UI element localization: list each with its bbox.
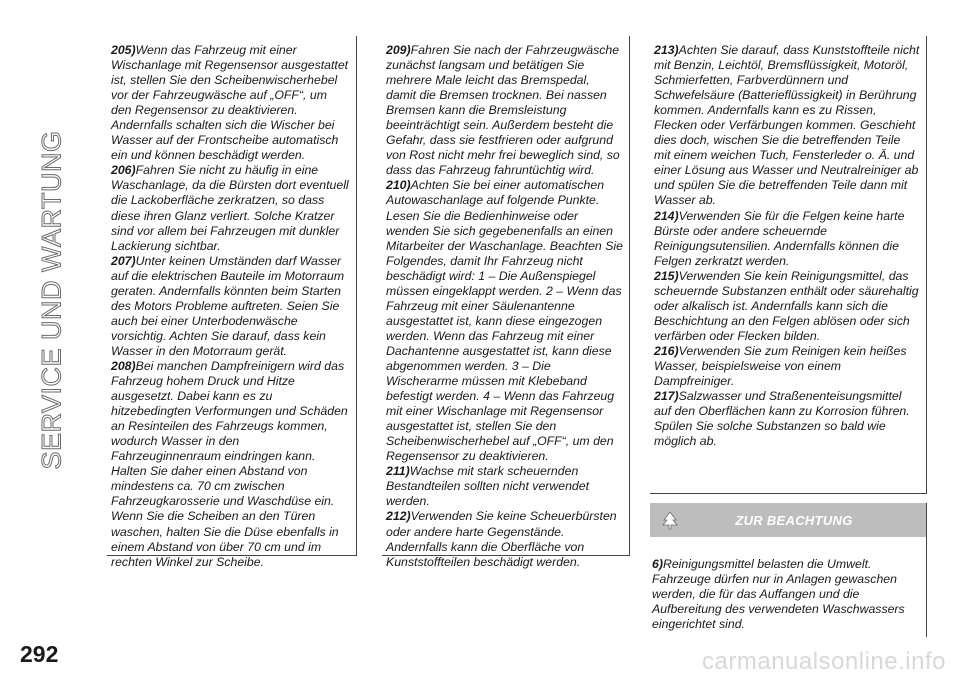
note-210 [386,178,623,464]
note-206 [111,163,350,253]
note-number: 206) [111,163,136,178]
note-number: 213) [654,43,679,57]
note-205 [111,43,350,163]
note-text: Wachse mit stark scheuernden Bestandteilen sollten nicht verwendet werden. [386,464,590,509]
notice-header [650,503,926,537]
note-number: 209) [386,43,411,57]
note-number: 207) [111,253,136,268]
text-column-1 [107,36,357,569]
environment-notice-box [650,503,927,637]
note-number: 215) [654,268,679,283]
text-column-2 [382,36,630,569]
note-213 [654,43,920,209]
note-text: Verwenden Sie keine Scheuerbürsten oder andere harte Gegenstände. Andernfalls kann die Oberfläche von Kunststoffteilen beschädigt werden. [386,509,617,569]
note-208 [111,359,350,570]
note-text: Verwenden Sie zum Reinigen kein heißes Wasser, beispielsweise von einem Dampfreiniger. [654,343,907,389]
note-number: 217) [654,389,679,404]
note-text: Wenn das Fahrzeug mit einer Wischanlage mit Regensensor ausgestattet ist, stellen Sie den Scheibenwischerhebel vor der Fahrzeugwäsche auf „OFF“, um den Regensensor zu deaktivieren. Andernfalls schalten sich die Wischer bei Wasser auf der Frontscheibe automatisch ein und können beschädigt werden. [111,43,349,163]
notice-body [650,537,926,632]
note-216 [654,344,920,389]
note-214 [654,209,920,269]
note-text: Achten Sie darauf, dass Kunststoffteile nicht mit Benzin, Leichtöl, Bremsflüssigkeit, Motoröl, Schmierfetten, Farbverdünnern und Schwefelsäure (Batterieflüssigkeit) in Berührung kommen. Andernfalls kann es zu Rissen, Flecken oder Verfärbungen kommen. Geschieht dies doch, wischen Sie die betreffenden Teile mit einem weichen Tuch, Fensterleder o. Ä. und einer Lösung aus Wasser und Neutralreiniger ab und spülen Sie die betreffenden Teile dann mit Wasser ab. [654,43,920,208]
note-number: 208) [111,358,136,373]
note-text: Unter keinen Umständen darf Wasser auf die elektrischen Bauteile im Motorraum geraten. Andernfalls könnten beim Starten des Motors Probleme auftreten. Seien Sie auch bei einer Unterbodenwäsche vorsichtig. Achten Sie darauf, dass kein Wasser in den Motorraum gerät. [111,253,345,358]
note-211 [386,464,623,509]
note-215 [654,269,920,344]
note-number: 212) [386,509,411,524]
note-number: 205) [111,43,136,57]
notice-text: Reinigungsmittel belasten die Umwelt. Fahrzeuge dürfen nur in Anlagen gewaschen werden, die für das Auffangen und die Aufbereitung des verwendeten Waschwassers eingerichtet sind. [652,557,905,632]
note-number: 211) [386,464,410,479]
notice-title: ZUR BEACHTUNG [735,512,853,528]
section-title-text: SERVICE UND WARTUNG [36,130,67,470]
notice-number: 6) [652,557,663,571]
page-number: 292 [20,641,59,667]
text-column-3 [650,36,927,494]
note-text: Fahren Sie nicht zu häufig in eine Waschanlage, da die Bürsten dort eventuell die Lackoberfläche zerkratzen, so dass diese ihren Glanz verliert. Solche Kratzer sind vor allem bei Fahrzeugen mit dunkler Lackierung sichtbar. [111,163,349,253]
note-212 [386,509,623,569]
watermark: carmanualsonline.info [702,648,946,675]
note-number: 216) [654,343,679,358]
note-text: Verwenden Sie kein Reinigungsmittel, das scheuernde Substanzen enthält oder säurehaltig oder alkalisch ist. Andernfalls kann sich die Beschichtung an den Felgen ablösen oder sich verfärben oder Flecken bilden. [654,268,919,343]
note-text: Verwenden Sie für die Felgen keine harte Bürste oder andere scheuernde Reinigungsutensilien. Andernfalls können die Felgen zerkratzt werden. [654,208,905,268]
tree-icon [662,512,678,530]
note-text: Achten Sie bei einer automatischen Autowaschanlage auf folgende Punkte. Lesen Sie die Bedienhinweise oder wenden Sie sich gegebenenfalls an einen Mitarbeiter der Waschanlage. Beachten Sie Folgendes, damit Ihr Fahrzeug nicht beschädigt wird: 1 – Die Außenspiegel müssen eingeklappt werden. 2 – Wenn das Fahrzeug mit einer Säulenantenne ausgestattet ist, kann diese eingezogen werden. Wenn das Fahrzeug mit einer Dachantenne ausgestattet ist, kann diese abgenommen werden. 3 – Die Wischerarme müssen mit Klebeband befestigt werden. 4 – Wenn das Fahrzeug mit einer Wischanlage mit Regensensor ausgestattet ist, stellen Sie den Scheibenwischerhebel auf „OFF“, um den Regensensor zu deaktivieren. [386,178,623,464]
note-217 [654,389,920,449]
note-209 [386,43,623,178]
note-number: 210) [386,178,411,193]
note-text: Fahren Sie nach der Fahrzeugwäsche zunächst langsam und betätigen Sie mehrere Male leicht das Bremspedal, damit die Bremsen trocknen. Bei nassen Bremsen kann die Bremsleistung beeinträchtigt sein. Außerdem besteht die Gefahr, dass sie festfrieren oder aufgrund von Rost nicht mehr frei beweglich sind, so dass das Fahrzeug fahruntüchtig wird. [386,43,620,178]
note-207 [111,254,350,359]
note-number: 214) [654,208,679,223]
note-text: Salzwasser und Straßenenteisungsmittel auf den Oberflächen kann zu Korrosion führen. Spülen Sie solche Substanzen so bald wie möglich ab. [654,389,910,449]
note-text: Bei manchen Dampfreinigern wird das Fahrzeug hohem Druck und Hitze ausgesetzt. Dabei kann es zu hitzebedingten Verformungen und Schäden an Resinteilen des Fahrzeugs kommen, wodurch Wasser in den Fahrzeuginnenraum eindringen kann. Halten Sie daher einen Abstand von mindestens ca. 70 cm zwischen Fahrzeugkarosserie und Waschdüse ein. Wenn Sie die Scheiben an den Türen waschen, halten Sie die Düse ebenfalls in einem Abstand von über 70 cm und im rechten Winkel zur Scheibe. [111,358,348,569]
